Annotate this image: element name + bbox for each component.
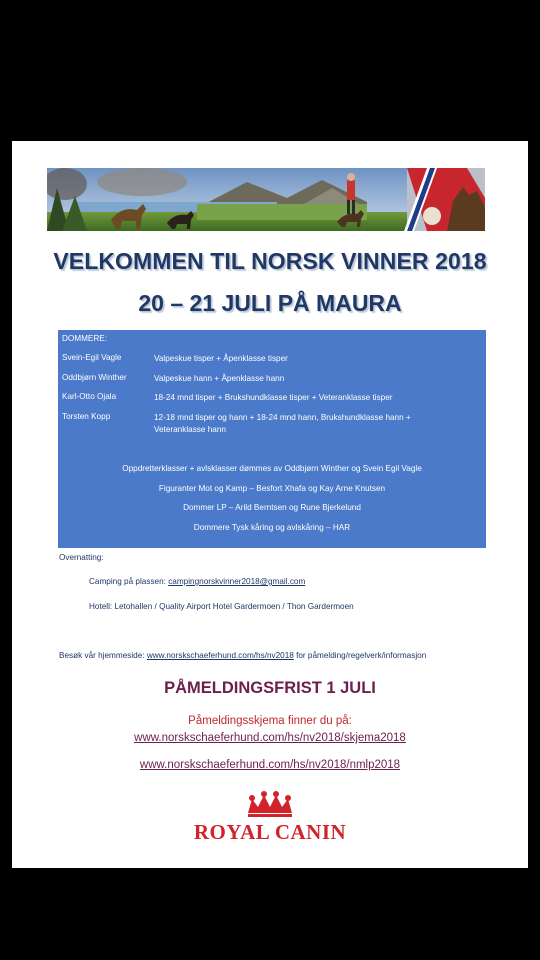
- lodging-heading: Overnatting:: [59, 553, 104, 562]
- banner-photo-collage: [47, 168, 485, 231]
- judge-name: Oddbjørn Winther: [62, 373, 127, 382]
- form-link-skjema[interactable]: www.norskschaeferhund.com/hs/nv2018/skjema2018: [134, 732, 406, 744]
- judge-classes: 12-18 mnd tisper og hann + 18-24 mnd hann, Brukshundklasse hann + Veteranklasse hann: [154, 413, 411, 434]
- judges-heading: DOMMERE:: [62, 334, 108, 343]
- camping-label: Camping på plassen:: [89, 577, 169, 586]
- judge-name: Karl-Otto Ojala: [62, 392, 117, 401]
- hotels-line: Hotell: Letohallen / Quality Airport Hotel Gardermoen / Thon Gardermoen: [89, 602, 354, 611]
- registration-deadline: PÅMELDINGSFRIST 1 JULI: [164, 679, 376, 697]
- judge-name: Svein-Egil Vagle: [62, 353, 122, 362]
- royal-canin-logo: [182, 791, 358, 843]
- judges-note: Oppdretterklasser + avlsklasser dømmes av Oddbjørn Winther og Svein Egil Vagle: [122, 464, 422, 473]
- website-prefix: Besøk vår hjemmeside:: [59, 651, 147, 660]
- camping-email-link[interactable]: campingnorskvinner2018@gmail.com: [168, 577, 306, 586]
- website-suffix: for påmelding/regelverk/informasjon: [293, 651, 427, 660]
- form-heading: Påmeldingsskjema finner du på:: [188, 715, 352, 727]
- camping-line: [89, 577, 305, 586]
- judge-classes: Valpeskue hann + Åpenklasse hann: [154, 374, 285, 383]
- judges-panel: [58, 330, 486, 548]
- website-link[interactable]: www.norskschaeferhund.com/hs/nv2018: [146, 651, 294, 660]
- judges-note: Dommere Tysk kåring og avlskåring – HAR: [193, 523, 351, 532]
- judge-classes: Valpeskue tisper + Åpenklasse tisper: [154, 354, 288, 363]
- form-link-nmlp[interactable]: www.norskschaeferhund.com/hs/nv2018/nmlp2018: [139, 759, 401, 771]
- judges-note: Figuranter Mot og Kamp – Besfort Xhafa og Kay Arne Knutsen: [158, 484, 386, 493]
- judges-note: Dommer LP – Arild Berntsen og Rune Bjerkelund: [183, 503, 361, 512]
- judge-name: Torsten Kopp: [62, 412, 111, 421]
- judge-classes: 18-24 mnd tisper + Brukshundklasse tisper + Veteranklasse tisper: [154, 393, 393, 402]
- poster: [12, 141, 528, 868]
- event-title: VELKOMMEN TIL NORSK VINNER 2018: [53, 248, 487, 274]
- website-line: [59, 651, 426, 660]
- event-dates: 20 – 21 JULI PÅ MAURA: [138, 290, 402, 316]
- sponsor-wordmark: ROYAL CANIN: [193, 820, 347, 843]
